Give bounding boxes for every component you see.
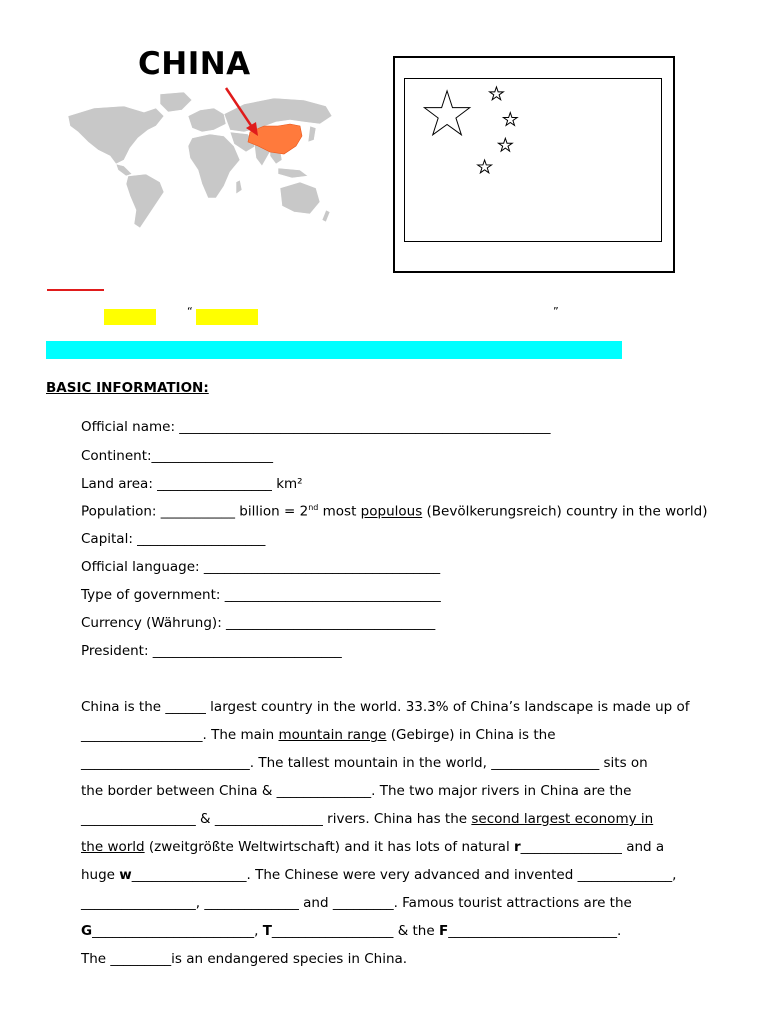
- section-heading: BASIC INFORMATION:: [46, 380, 209, 396]
- official-language-line: Official language: ___________________________________: [81, 559, 441, 575]
- mountain-range-term: mountain range: [278, 727, 387, 743]
- paragraph-text: (zweitgrößte Weltwirtschaft) and it has lots of natural: [144, 839, 514, 855]
- economy-term: second largest economy in: [471, 811, 654, 827]
- flag-star-icon: [498, 138, 512, 151]
- hint-letter: r: [513, 839, 521, 855]
- population-text: Population: ___________ billion = 2: [81, 503, 309, 520]
- paragraph-text: huge: [81, 867, 120, 883]
- official-name-line: Official name: _______________________________________________________: [81, 419, 551, 435]
- paragraph-line: [81, 727, 556, 743]
- currency-line: Currency (Währung): _______________________________: [81, 615, 436, 631]
- population-tail: (Bevölkerungsreich) country in the world): [422, 503, 708, 520]
- paragraph-text: ________________________,: [92, 923, 263, 939]
- paragraph-line: the border between China & ______________. The two major rivers in China are the: [81, 783, 632, 799]
- paragraph-line: [81, 839, 664, 855]
- president-line: President: ____________________________: [81, 643, 342, 659]
- world-map-icon: [64, 86, 334, 231]
- hint-letter: F: [438, 923, 449, 939]
- paragraph-line: [81, 923, 621, 939]
- yellow-highlight: [196, 309, 258, 325]
- paragraph-line: _________________________. The tallest mountain in the world, ________________ sits on: [81, 755, 648, 771]
- economy-term: the world: [81, 839, 145, 855]
- population-most: most: [318, 503, 361, 520]
- flag-star-icon: [424, 91, 469, 135]
- quote-open: “: [187, 305, 193, 318]
- paragraph-text: _________________________.: [448, 923, 622, 939]
- paragraph-line: China is the ______ largest country in the world. 33.3% of China’s landscape is made up of: [81, 699, 690, 715]
- continent-line: Continent:__________________: [81, 448, 274, 464]
- population-line: [81, 503, 708, 520]
- red-rule: [47, 289, 104, 291]
- populous-term: populous: [360, 503, 423, 520]
- paragraph-text: _________________ & ________________ rivers. China has the: [81, 811, 472, 827]
- paragraph-text: __________________ & the: [271, 923, 439, 939]
- government-line: Type of government: ________________________________: [81, 587, 441, 603]
- land-area-line: Land area: _________________ km²: [81, 476, 303, 492]
- flag-star-icon: [490, 87, 504, 100]
- hint-letter: T: [262, 923, 272, 939]
- page-title: CHINA: [138, 46, 251, 82]
- flag-star-icon: [503, 113, 517, 126]
- hint-letter: G: [81, 923, 93, 939]
- paragraph-line: The _________is an endangered species in China.: [81, 951, 408, 967]
- capital-line: Capital: ___________________: [81, 531, 266, 547]
- paragraph-text: __________________. The main: [81, 727, 279, 743]
- yellow-highlight: [104, 309, 156, 325]
- quote-close: ”: [553, 305, 559, 318]
- paragraph-text: _______________ and a: [520, 839, 665, 855]
- paragraph-text: _________________. The Chinese were very advanced and invented ______________,: [131, 867, 677, 883]
- paragraph-line: _________________, ______________ and _________. Famous tourist attractions are the: [81, 895, 632, 911]
- paragraph-text: (Gebirge) in China is the: [386, 727, 556, 743]
- population-sup: nd: [308, 503, 319, 512]
- flag-star-icon: [478, 160, 492, 173]
- china-flag: [404, 78, 662, 242]
- paragraph-line: [81, 867, 676, 883]
- paragraph-line: [81, 811, 653, 827]
- cyan-highlight: [46, 341, 622, 359]
- hint-letter: w: [119, 867, 132, 883]
